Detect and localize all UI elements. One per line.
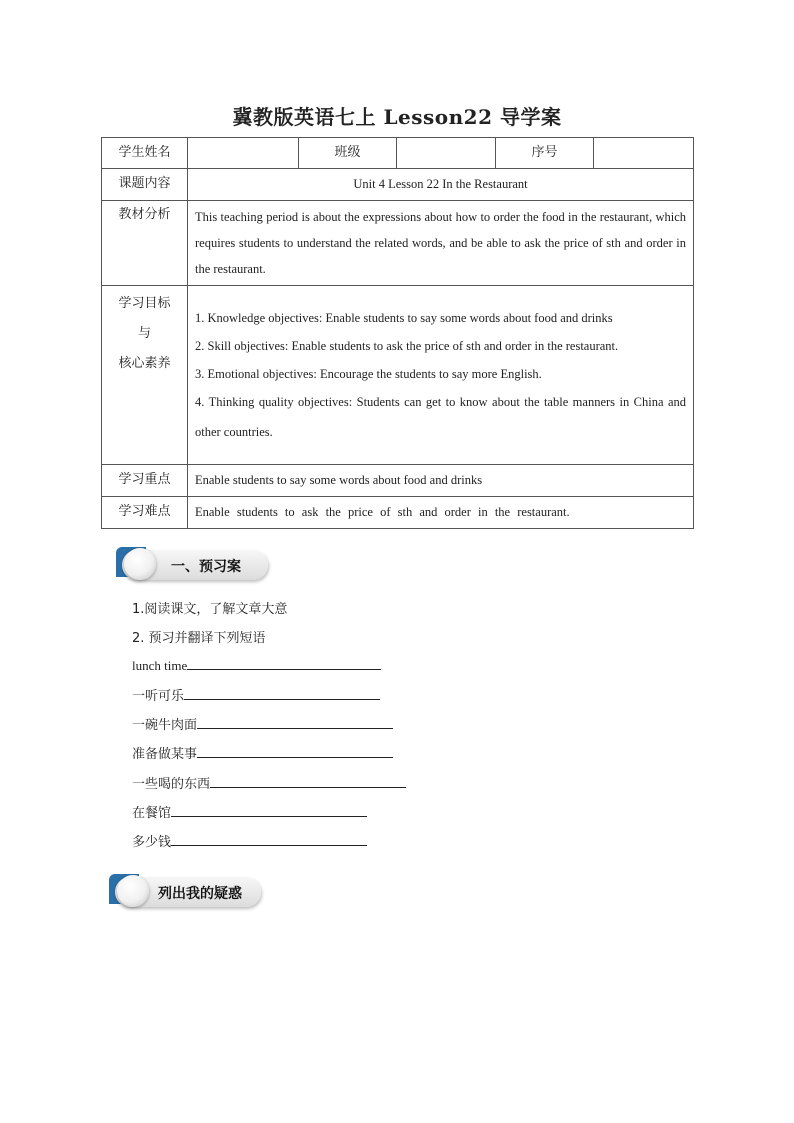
goals-label <box>102 286 188 465</box>
difficulty-text: Enable students to ask the price of sth and order in the restaurant. <box>188 497 694 529</box>
instruction-line: 1.阅读课文，了解文章大意 <box>132 602 288 617</box>
phrase-prompt: 多少钱 <box>132 835 172 850</box>
info-table <box>101 137 694 529</box>
difficulty-label: 学习难点 <box>102 497 188 529</box>
answer-blank[interactable] <box>210 774 406 788</box>
student-name-field[interactable] <box>188 138 299 169</box>
phrase-item <box>132 831 367 850</box>
phrase-item <box>132 773 406 792</box>
circle-bullet-icon <box>124 548 156 580</box>
goal-item: 4. Thinking quality objectives: Students can get to know about the table manners in China and other countries. <box>195 395 686 439</box>
answer-blank[interactable] <box>197 744 393 758</box>
phrase-prompt: lunch time <box>132 658 188 673</box>
table-row <box>102 169 694 201</box>
table-row <box>102 138 694 169</box>
section-heading: 一、预习案 <box>171 559 241 575</box>
phrase-prompt: 一听可乐 <box>132 689 185 704</box>
analysis-text: This teaching period is about the expressions about how to order the food in the restaurant, which requires students to understand the related words, and be able to ask the price of sth and order in the restaurant. <box>188 201 694 286</box>
goals-label-line-2: 与 <box>137 326 151 341</box>
goals-label-line-3: 核心素养 <box>118 356 171 371</box>
topic-value: Unit 4 Lesson 22 In the Restaurant <box>188 169 694 201</box>
goals-label-line-1: 学习目标 <box>118 296 171 311</box>
key-label: 学习重点 <box>102 465 188 497</box>
section-header-preview <box>116 547 268 585</box>
seat-field[interactable] <box>594 138 694 169</box>
answer-blank[interactable] <box>171 803 367 817</box>
phrase-prompt: 一碗牛肉面 <box>132 718 198 733</box>
phrase-prompt: 在餐馆 <box>132 806 172 821</box>
phrase-prompt: 准备做某事 <box>132 747 198 762</box>
goal-item: 3. Emotional objectives: Encourage the students to say more English. <box>195 367 542 381</box>
section-header-questions <box>109 874 261 912</box>
phrase-item <box>132 685 380 704</box>
key-text: Enable students to say some words about food and drinks <box>188 465 694 497</box>
page-title: 冀教版英语七上 Lesson22 导学案 <box>232 105 562 129</box>
class-label: 班级 <box>299 138 397 169</box>
table-row <box>102 497 694 529</box>
analysis-label: 教材分析 <box>102 201 188 286</box>
goal-item: 2. Skill objectives: Enable students to ask the price of sth and order in the restaurant. <box>195 339 619 353</box>
instruction-line: 2. 预习并翻译下列短语 <box>132 631 266 646</box>
answer-blank[interactable] <box>187 656 381 670</box>
table-row <box>102 201 694 286</box>
student-name-label: 学生姓名 <box>102 138 188 169</box>
seat-label: 序号 <box>496 138 594 169</box>
section-heading: 列出我的疑惑 <box>158 886 242 902</box>
phrase-item <box>132 743 393 762</box>
answer-blank[interactable] <box>171 832 367 846</box>
goals-list <box>188 286 694 465</box>
answer-blank[interactable] <box>184 686 380 700</box>
phrase-item <box>132 714 393 733</box>
topic-label: 课题内容 <box>102 169 188 201</box>
phrase-item <box>132 802 367 821</box>
table-row <box>102 465 694 497</box>
goal-item: 1. Knowledge objectives: Enable students to say some words about food and drinks <box>195 311 613 325</box>
phrase-item <box>132 656 381 674</box>
phrase-prompt: 一些喝的东西 <box>132 777 211 792</box>
table-row <box>102 286 694 465</box>
class-field[interactable] <box>397 138 496 169</box>
answer-blank[interactable] <box>197 715 393 729</box>
circle-bullet-icon <box>117 875 149 907</box>
